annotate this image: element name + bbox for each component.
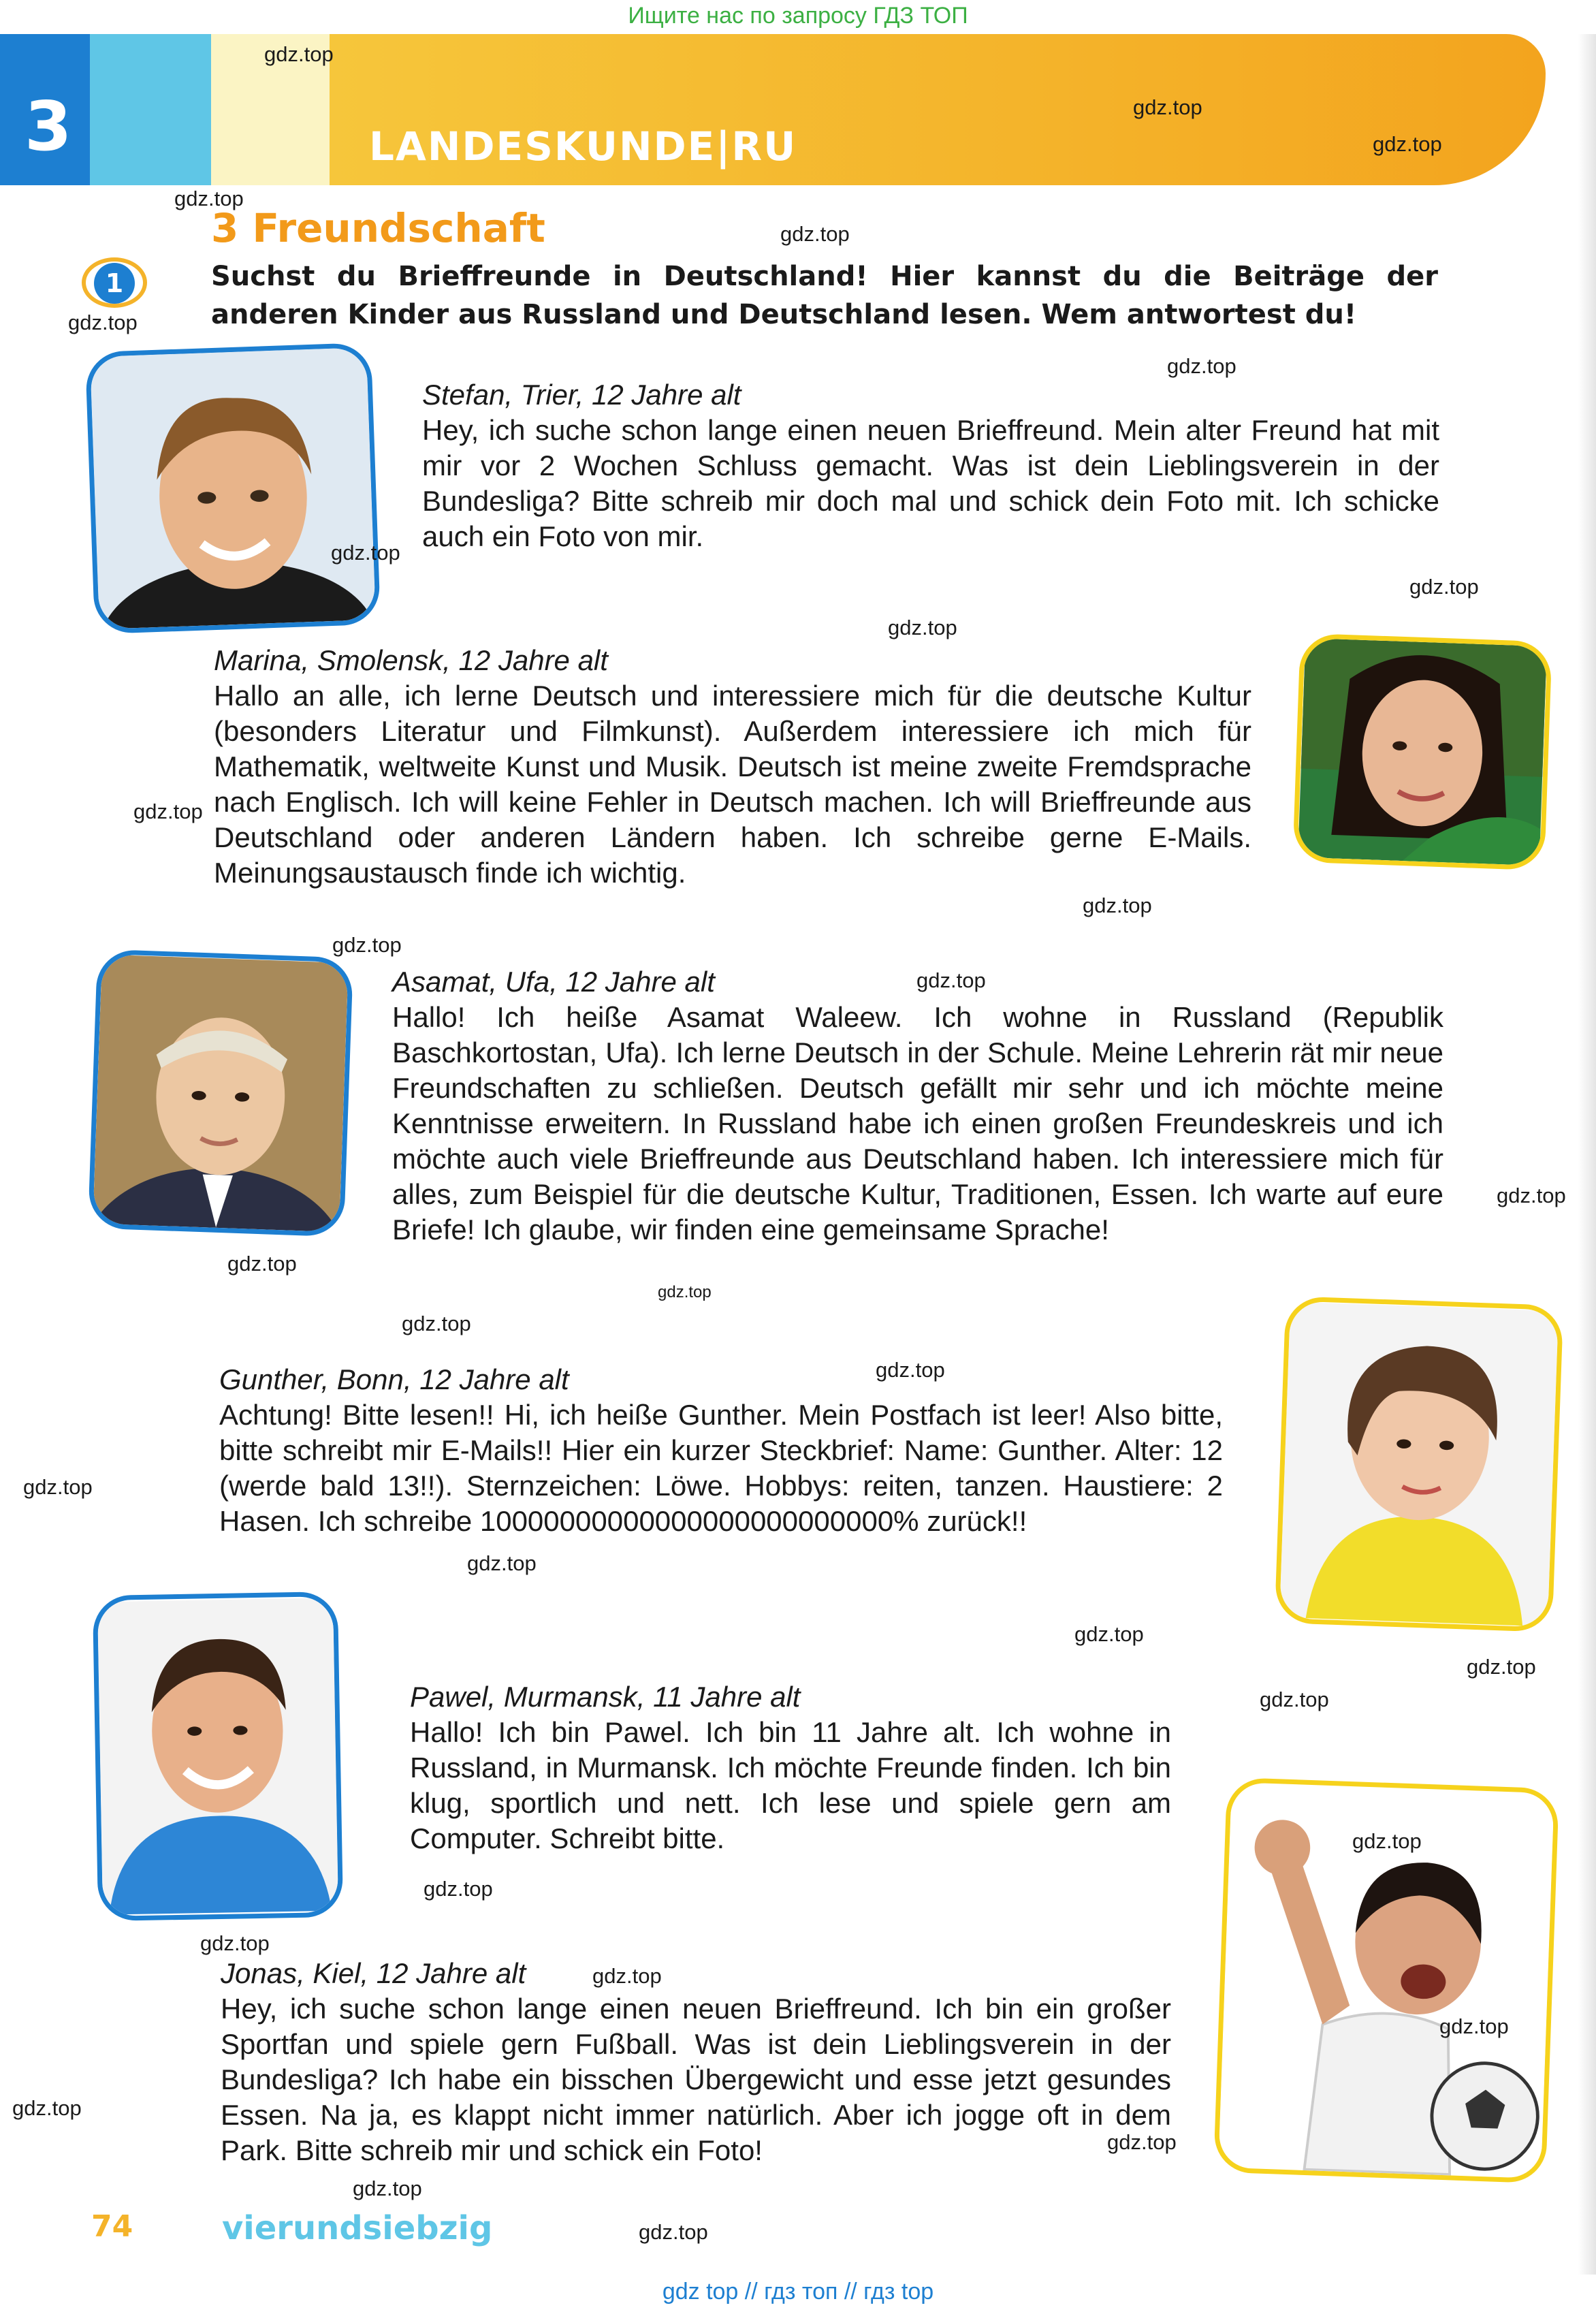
portrait-boy-icon	[97, 1596, 338, 1916]
letter-text: Hallo an alle, ich lerne Deutsch und interessiere mich für die deutsche Kultur (besonders Literatur und Filmkunst). Außerdem interessiere ich mich für Mathematik, weltweite Kunst und Musik. Deutsch ist meine zweite Fremdsprache nach Englisch. Ich will keine Fehler in Deutsch machen. Ich will Brieffreunde aus Deutschland oder anderen Ländern haben. Ich schreibe gerne E-Mails. Meinungsaustausch finde ich wichtig.	[214, 680, 1251, 889]
watermark: gdz.top	[916, 968, 986, 992]
watermark: gdz.top	[639, 2220, 708, 2244]
letter-gunther	[219, 1362, 1223, 1539]
watermark: gdz.top	[402, 1312, 471, 1335]
letter-asamat	[392, 964, 1443, 1248]
watermark: gdz.top	[133, 799, 203, 823]
chapter-title: LANDESKUNDE|RU	[369, 123, 797, 170]
photo-marina	[1292, 633, 1552, 871]
watermark-small: gdz.top	[658, 1283, 712, 1301]
watermark: gdz.top	[1107, 2130, 1177, 2154]
portrait-girl-icon	[1297, 638, 1547, 866]
watermark: gdz.top	[1352, 1829, 1422, 1853]
watermark: gdz.top	[424, 1877, 493, 1901]
watermark: gdz.top	[264, 42, 334, 66]
letter-text: Achtung! Bitte lesen!! Hi, ich heiße Gunther. Mein Postfach ist leer! Also bitte, bitte schreibt mir E-Mails!! Hier ein kurzer Steckbrief: Name: Gunther. Alter: 12 (werde bald 13!!). Sternzeichen: Löwe. Hobbys: reiten, tanzen. Haustiere: 2 Hasen. Ich schreibe 10000000000000000000000000% zurück!!	[219, 1399, 1223, 1537]
header-cyan-block	[90, 34, 211, 185]
watermark: gdz.top	[12, 2096, 82, 2120]
watermark: gdz.top	[1409, 575, 1479, 599]
watermark: gdz.top	[200, 1931, 270, 1955]
photo-gunther	[1275, 1296, 1564, 1632]
portrait-boy-icon	[90, 347, 376, 629]
watermark: gdz.top	[331, 541, 400, 565]
page-edge-shadow	[1578, 34, 1596, 2275]
portrait-boy-icon	[93, 954, 349, 1232]
watermark: gdz.top	[876, 1358, 945, 1382]
watermark: gdz.top	[1133, 95, 1202, 119]
letter-author: Jonas, Kiel, 12 Jahre alt	[221, 1957, 526, 1989]
letter-author: Stefan, Trier, 12 Jahre alt	[422, 379, 741, 411]
watermark: gdz.top	[332, 933, 402, 957]
photo-asamat	[88, 949, 353, 1237]
page-number-word: vierundsiebzig	[222, 2209, 493, 2247]
letter-text: Hallo! Ich bin Pawel. Ich bin 11 Jahre alt. Ich wohne in Russland, in Murmansk. Ich möchte Freunde finden. Ich bin klug, sportlich und nett. Ich lese und spiele gern am Computer. Schreibt bitte.	[410, 1716, 1171, 1854]
bottom-banner: gdz top // гдз топ // гдз top	[662, 2279, 934, 2305]
watermark: gdz.top	[467, 1551, 537, 1575]
watermark: gdz.top	[592, 1964, 662, 1988]
letter-author: Gunther, Bonn, 12 Jahre alt	[219, 1363, 569, 1395]
watermark: gdz.top	[1260, 1688, 1329, 1711]
watermark: gdz.top	[1373, 132, 1442, 156]
letter-author: Marina, Smolensk, 12 Jahre alt	[214, 644, 608, 676]
letter-text: Hallo! Ich heiße Asamat Waleew. Ich wohne in Russland (Republik Baschkortostan, Ufa). Ich lerne Deutsch in der Schule. Meine Lehrerin rät mir neue Freundschaften zu schließen. Deutsch gefällt mir sehr und ich möchte meine Kenntnisse erweitern. In Russland habe ich einen großen Freundeskreis und ich möchte auch viele Brieffreunde aus Deutschland haben. Ich interessiere mich für alles, zum Beispiel für die deutsche Kultur, Traditionen, Essen. Ich warte auf eure Briefe! Ich glaube, wir finden eine gemeinsame Sprache!	[392, 1001, 1443, 1246]
page-number: 74	[91, 2209, 133, 2244]
watermark: gdz.top	[1167, 354, 1236, 378]
watermark: gdz.top	[23, 1475, 93, 1499]
letter-marina	[214, 643, 1251, 891]
section-title: 3 Freundschaft	[211, 205, 545, 251]
letter-stefan	[422, 377, 1439, 554]
photo-pawel	[93, 1592, 343, 1921]
task-instruction: Suchst du Brieffreunde in Deutschland! Hier kannst du die Beiträge der anderen Kinder aus Russland und Deutschland lesen. Wem antwortest du!	[211, 261, 1438, 330]
site-banner: Ищите нас по запросу ГДЗ ТОП	[628, 3, 968, 29]
letter-author: Asamat, Ufa, 12 Jahre alt	[392, 966, 715, 998]
watermark: gdz.top	[1439, 2014, 1509, 2038]
letter-text: Hey, ich suche schon lange einen neuen Brieffreund. Ich bin ein großer Sportfan und spiele gern Fußball. Was ist dein Lieblingsverein in der Bundesliga? Ich habe ein bisschen Übergewicht und esse jetzt gesundes Essen. Na ja, es klappt nicht immer natürlich. Aber ich jogge oft in dem Park. Bitte schreib mir und schick ein Foto!	[221, 1993, 1171, 2166]
letter-author: Pawel, Murmansk, 11 Jahre alt	[410, 1681, 801, 1713]
watermark: gdz.top	[174, 187, 244, 210]
task-number-badge	[82, 257, 147, 308]
watermark: gdz.top	[1074, 1622, 1144, 1646]
watermark: gdz.top	[1083, 893, 1152, 917]
photo-stefan	[85, 343, 381, 634]
watermark: gdz.top	[68, 311, 138, 334]
watermark: gdz.top	[353, 2176, 422, 2200]
letter-jonas	[221, 1956, 1171, 2168]
watermark: gdz.top	[227, 1252, 297, 1276]
portrait-boy-icon	[1279, 1301, 1559, 1627]
chapter-number: 3	[25, 86, 72, 166]
letter-text: Hey, ich suche schon lange einen neuen Brieffreund. Mein alter Freund hat mit mir vor 2 Wochen Schluss gemacht. Was ist dein Lieblingsverein in der Bundesliga? Bitte schreib mir doch mal und schick dein Foto mit. Ich schicke auch ein Foto von mir.	[422, 414, 1439, 552]
watermark: gdz.top	[1497, 1184, 1566, 1207]
watermark: gdz.top	[780, 222, 850, 246]
watermark: gdz.top	[1467, 1655, 1536, 1679]
task-number: 1	[94, 263, 135, 304]
watermark: gdz.top	[888, 616, 957, 639]
chapter-header	[0, 34, 1546, 185]
